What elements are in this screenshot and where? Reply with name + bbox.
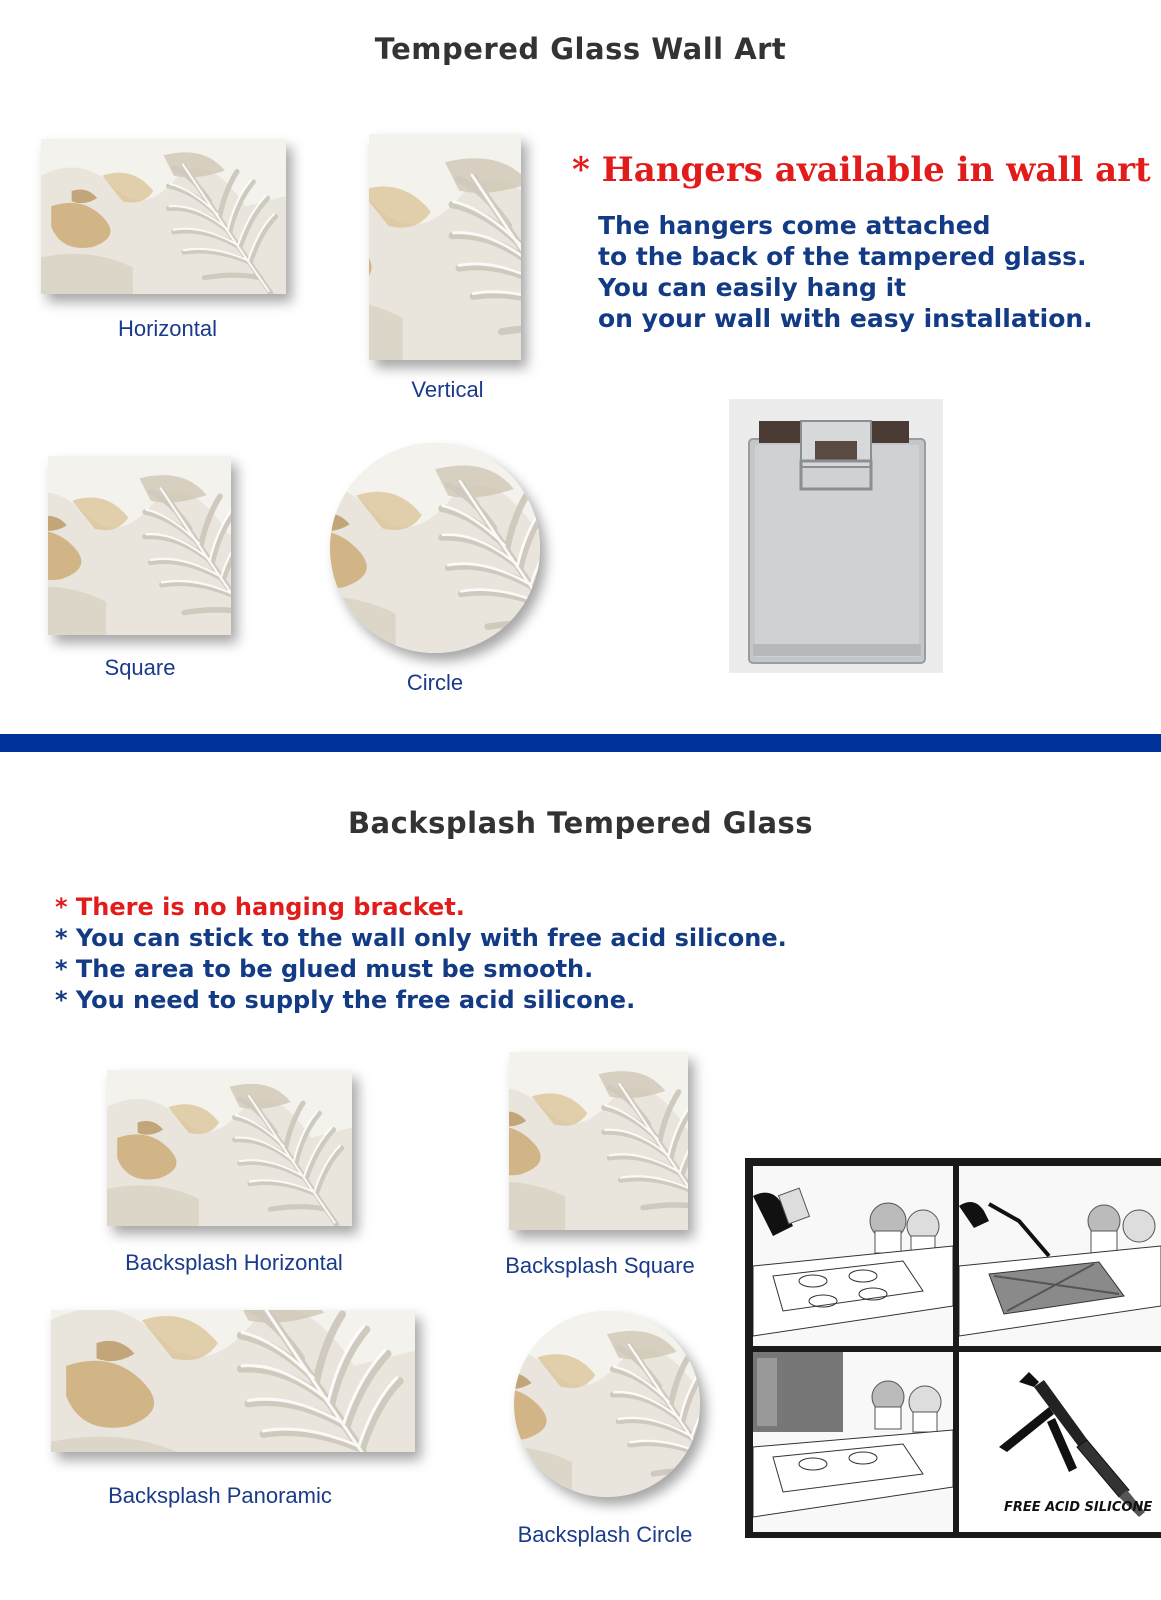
hanger-heading: * Hangers available in wall art [572,150,1151,190]
vertical-artwork [369,134,521,360]
backsplash-panoramic-caption: Backsplash Panoramic [108,1483,332,1508]
silicone-label: FREE ACID SILICONE [1004,1500,1153,1515]
horizontal-artwork [41,139,286,294]
hanger-line: The hangers come attached [598,211,991,240]
circle-caption: Circle [406,670,464,695]
hanger-line: on your wall with easy installation. [598,304,1093,333]
backsplash-circle-caption: Backsplash Circle [517,1522,693,1547]
backsplash-square-artwork [509,1052,688,1230]
backsplash-panoramic-artwork [51,1310,415,1452]
backsplash-title: Backsplash Tempered Glass [347,806,814,840]
hanger-description [598,210,1093,334]
backsplash-horizontal-artwork [107,1070,352,1226]
vertical-caption: Vertical [411,377,484,402]
note-supply: * You need to supply the free acid silicone. [55,986,636,1014]
horizontal-caption: Horizontal [117,316,218,341]
step-apply-silicone-panel [959,1166,1161,1346]
note-smooth: * The area to be glued must be smooth. [55,955,594,983]
backsplash-notes [55,892,787,1016]
note-no-bracket: * There is no hanging bracket. [55,893,465,921]
backsplash-square-caption: Backsplash Square [505,1253,695,1278]
backsplash-horizontal-caption: Backsplash Horizontal [125,1250,343,1275]
backsplash-circle-artwork [514,1311,700,1497]
hanger-line: to the back of the tampered glass. [598,242,1087,271]
step-place-glass-panel [753,1352,953,1532]
step-clean-panel [753,1166,953,1346]
circle-artwork [330,443,540,653]
square-caption: Square [104,655,176,680]
wall-art-title: Tempered Glass Wall Art [374,32,787,66]
installation-steps [745,1158,1161,1538]
wall-hanger-bracket-icon [729,399,943,673]
square-artwork [48,456,231,635]
note-silicone: * You can stick to the wall only with free acid silicone. [55,924,787,952]
hanger-line: You can easily hang it [598,273,907,302]
section-divider [0,734,1161,752]
